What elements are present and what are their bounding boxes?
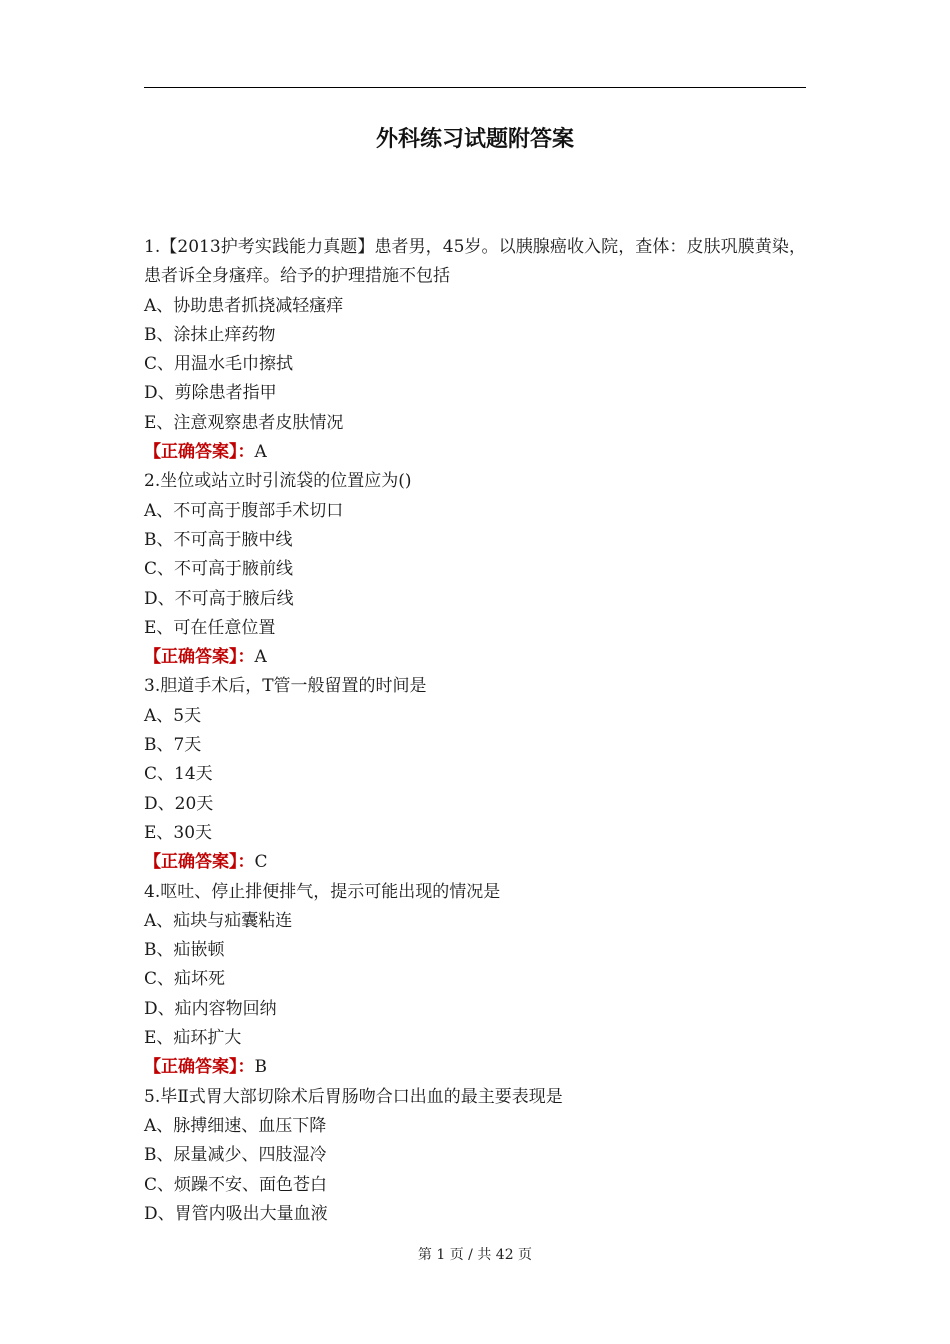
answer-option: E、疝环扩大 [144,1028,242,1049]
correct-answer [144,643,806,672]
answer-option: C、烦躁不安、面色苍白 [144,1174,328,1195]
question-block [144,878,806,1083]
correct-answer-label: 【正确答案】： [144,442,255,463]
question-block [144,467,806,672]
document-title: 外科练习试题附答案 [375,127,574,152]
answer-option: E、注意观察患者皮肤情况 [144,412,344,433]
correct-answer [144,1053,806,1082]
answer-option: A、脉搏细速、血压下降 [144,1115,327,1136]
correct-answer [144,438,806,467]
header-rule [144,87,806,88]
question-block [144,1083,806,1229]
question-stem: 4.呕吐、停止排便排气，提示可能出现的情况是 [144,881,501,902]
question-stem: 1.【2013护考实践能力真题】患者男，45岁。以胰腺癌收入院，查体：皮肤巩膜黄染，患者诉全身瘙痒。给予的护理措施不包括 [144,237,806,287]
correct-answer-label: 【正确答案】： [144,647,255,668]
answer-option: D、剪除患者指甲 [144,383,277,404]
answer-option: C、不可高于腋前线 [144,559,294,580]
answer-option: A、疝块与疝囊粘连 [144,910,293,931]
question-block [144,233,806,467]
answer-option: A、协助患者抓挠减轻瘙痒 [144,295,344,316]
answer-option: B、7天 [144,735,202,756]
correct-answer-label: 【正确答案】： [144,1057,255,1078]
answer-option: C、用温水毛巾擦拭 [144,354,294,375]
page-number: 第 1 页 / 共 42 页 [417,1247,533,1263]
answer-option: A、不可高于腹部手术切口 [144,500,344,521]
question-block [144,672,806,877]
question-stem: 5.毕Ⅱ式胃大部切除术后胃肠吻合口出血的最主要表现是 [144,1086,563,1107]
answer-option: A、5天 [144,705,202,726]
answer-option: E、30天 [144,822,213,843]
answer-option: B、尿量减少、四肢湿冷 [144,1145,327,1166]
answer-option: B、疝嵌顿 [144,940,225,961]
correct-answer-label: 【正确答案】： [144,852,255,873]
correct-answer-value: A [254,647,267,668]
answer-option: B、不可高于腋中线 [144,529,293,550]
correct-answer-value: A [254,442,267,463]
correct-answer [144,848,806,877]
answer-option: C、14天 [144,764,213,785]
question-stem: 3.胆道手术后，T管一般留置的时间是 [144,676,427,697]
correct-answer-value: B [254,1057,267,1078]
correct-answer-value: C [254,852,268,873]
answer-option: D、不可高于腋后线 [144,588,294,609]
answer-option: B、涂抹止痒药物 [144,324,276,345]
question-list [144,233,806,1229]
answer-option: E、可在任意位置 [144,617,276,638]
answer-option: D、疝内容物回纳 [144,998,277,1019]
answer-option: C、疝坏死 [144,969,226,990]
answer-option: D、20天 [144,793,214,814]
answer-option: D、胃管内吸出大量血液 [144,1203,328,1224]
question-stem: 2.坐位或站立时引流袋的位置应为() [144,471,412,492]
